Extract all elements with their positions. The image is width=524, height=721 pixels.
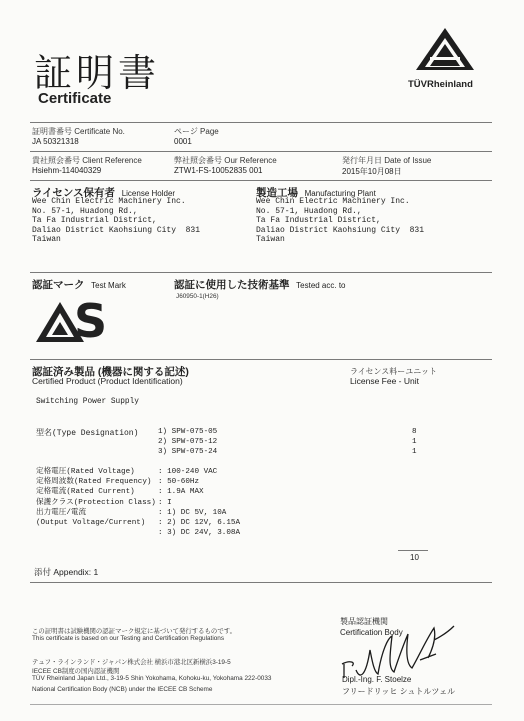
- company-en: TÜV Rheinland Japan Ltd., 3-19-5 Shin Yokohama, Kohoku-ku, Yokohama 222-0033: [32, 675, 272, 682]
- type-designation-list: [158, 427, 217, 457]
- date-value: 2015年10月08日: [342, 167, 402, 176]
- test-mark-heading: [32, 277, 126, 292]
- spec-labels: [36, 467, 156, 538]
- spec-value: : I: [158, 498, 172, 507]
- product-heading-jp: 認証済み製品 (機器に関する記述): [32, 366, 189, 378]
- spec-value: : 3) DC 24V, 3.08A: [158, 529, 241, 538]
- manufacturing-plant-address: Wee Chin Electric Machinery Inc. No. 57-1, Huadong Rd., Ta Fa Industrial District, Daliao District Kaohsiung City 831 Taiwan: [256, 197, 425, 245]
- appendix: 添付 Appendix: 1: [34, 567, 99, 577]
- spec-label: (Output Voltage/Current): [36, 519, 146, 528]
- spec-label: 定格電流(Rated Current): [36, 488, 135, 497]
- type-fee-1: 8: [412, 428, 417, 436]
- company-line2: IECEE CB制度の国内認証機関: [32, 668, 120, 675]
- client-ref-label: 貴社照会番号 Client Reference: [32, 156, 142, 165]
- spec-label: [36, 528, 156, 538]
- spec-value: : 2) DC 12V, 6.15A: [158, 519, 241, 528]
- s-mark-letter: S: [74, 294, 108, 348]
- spec-label: 定格周波数(Rated Frequency): [36, 478, 152, 487]
- manufacturing-plant-label-jp: 製造工場: [256, 187, 298, 199]
- type-model-3: 3) SPW-075-24: [158, 448, 218, 456]
- spec-values: [158, 467, 240, 538]
- tested-acc-heading: [174, 277, 346, 292]
- tested-standard: J60950-1(H26): [176, 293, 219, 300]
- page-value: 0001: [174, 137, 192, 146]
- type-fee-2: 1: [412, 438, 417, 446]
- test-mark-label-jp: 認証マーク: [32, 279, 85, 291]
- license-holder-label-jp: ライセンス保有者: [32, 187, 116, 199]
- manufacturing-plant-label-en: Manufacturing Plant: [304, 189, 376, 198]
- spec-value: : 1.9A MAX: [158, 488, 204, 497]
- type-model-2: 2) SPW-075-12: [158, 438, 218, 446]
- tested-acc-label-jp: 認証に使用した技術基準: [174, 279, 290, 291]
- client-ref-value: Hsiehm-114040329: [32, 166, 102, 175]
- license-holder-label-en: License Holder: [121, 189, 176, 198]
- type-fee-list: [412, 427, 417, 457]
- title-japanese: 証明書: [34, 51, 161, 95]
- s-mark-logo: [30, 296, 110, 346]
- fee-total: 10: [410, 553, 419, 562]
- statement-jp: この証明書は試験機関の認証マーク規定に基づいて発行するものです。: [32, 628, 236, 635]
- fee-label-jp: ライセンス料ーユニット: [350, 367, 437, 376]
- company-jp: テュフ・ラインランド・ジャパン株式会社 横浜市港北区新横浜3-19-5: [32, 659, 231, 666]
- page-label: ページ Page: [174, 127, 219, 136]
- tuv-logo: [408, 26, 480, 90]
- license-holder-address: Wee Chin Electric Machinery Inc. No. 57-1, Huadong Rd., Ta Fa Industrial District, Daliao District Kaohsiung City 831 Taiwan: [32, 197, 201, 245]
- spec-value: : 100-240 VAC: [158, 468, 218, 476]
- title-english: Certificate: [38, 90, 112, 107]
- spec-value: : 1) DC 5V, 10A: [158, 508, 227, 517]
- cert-no-value: JA 50321318: [32, 137, 79, 146]
- our-ref-value: ZTW1-FS-10052835 001: [174, 166, 263, 175]
- signer-name-en: Dipl.-Ing. F. Stoelze: [342, 675, 412, 684]
- certification-body-label-jp: 製品認証機関: [340, 617, 388, 626]
- fee-label-en: License Fee - Unit: [350, 376, 419, 386]
- tuv-logo-text: TÜVRheinland: [408, 79, 473, 90]
- spec-label: 出力電圧/電流: [36, 508, 87, 517]
- tuv-triangle-icon: [410, 26, 480, 72]
- our-ref-label: 弊社照会番号 Our Reference: [174, 156, 277, 165]
- product-description: Switching Power Supply: [36, 398, 139, 406]
- cert-no-label: 証明書番号 Certificate No.: [32, 127, 125, 136]
- type-fee-3: 1: [412, 448, 417, 456]
- certification-body-label-en: Certification Body: [340, 628, 403, 637]
- product-heading-en: Certified Product (Product Identification): [32, 376, 183, 386]
- type-designation-label: 型名(Type Designation): [36, 429, 139, 438]
- spec-label: 保護クラス(Protection Class): [36, 498, 156, 507]
- signer-name-jp: フリードリッヒ シュトルツェル: [342, 687, 456, 696]
- tested-acc-label-en: Tested acc. to: [296, 281, 346, 290]
- spec-value: : 50-60Hz: [158, 478, 200, 487]
- date-label: 発行年月日 Date of Issue: [342, 156, 432, 165]
- ncb-statement: National Certification Body (NCB) under the IECEE CB Scheme: [32, 686, 213, 693]
- spec-label: 定格電圧(Rated Voltage): [36, 468, 135, 476]
- type-model-1: 1) SPW-075-05: [158, 428, 218, 436]
- statement-en: This certificate is based on our Testing and Certification Regulations: [32, 635, 225, 642]
- test-mark-label-en: Test Mark: [91, 281, 126, 290]
